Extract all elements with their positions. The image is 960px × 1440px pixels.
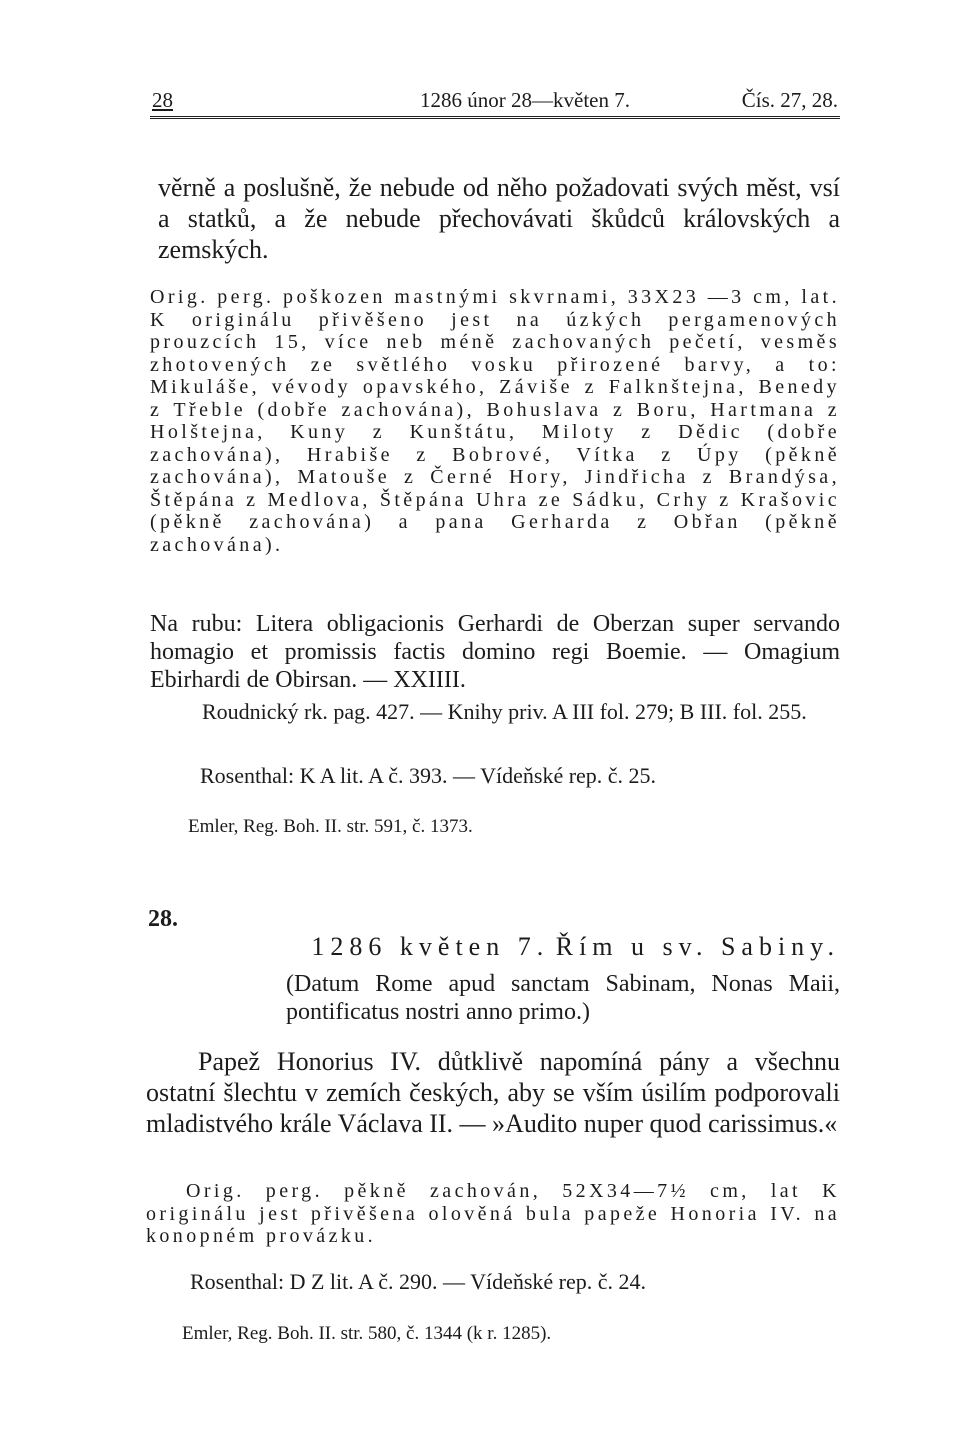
doc27-verso-note: Na rubu: Litera obligacionis Gerhardi de Oberzan super servando homagio et promissis factis domino regi Boemie. — Omagium Ebirhardi de Obirsan. — XXIIII. bbox=[150, 611, 840, 693]
doc27-description: Orig. perg. poškozen mastnými skvrnami, 33X23 —3 cm, lat. K originálu přivěšeno jest na úzkých pergamenových prouzcích 15, více neb méně zachovaných pečetí, vesměs zhotovených ze světlého vosku přirozené barvy, a to: Mikuláše, vévody opavského, Záviše z Falknštejna, Benedy z Třeble (dobře zachována), Bohuslava z Boru, Hartmana z Holštejna, Kuny z Kunštátu, Miloty z Dědic (dobře zachována), Hrabiše z Bobrové, Vítka z Úpy (pěkně zachována), Matouše z Černé Hory, Jindřicha z Brandýsa, Štěpána z Medlova, Štěpána Uhra ze Sádku, Crhy z Krašovic (pěkně zachována) a pana Gerharda z Obřan (pěkně zachována). bbox=[150, 286, 840, 556]
doc27-ref-rosenthal: Rosenthal: K A lit. A č. 393. — Vídeňské rep. č. 25. bbox=[200, 763, 657, 788]
header-document-numbers: Čís. 27, 28. bbox=[741, 88, 838, 112]
doc28-datum: (Datum Rome apud sanctam Sabinam, Nonas Maii, pontificatus nostri anno primo.) bbox=[286, 971, 840, 1025]
doc28-dateline bbox=[300, 932, 840, 962]
doc28-ref-emler: Emler, Reg. Boh. II. str. 580, č. 1344 (k r. 1285). bbox=[182, 1323, 552, 1344]
running-header bbox=[150, 82, 840, 119]
header-date-range: 1286 únor 28—květen 7. bbox=[420, 88, 630, 112]
doc28-number: 28. bbox=[148, 906, 178, 932]
doc27-text-end: věrně a poslušně, že nebude od něho požadovati svých měst, vsí a statků, a že nebude přechovávati škůdců královských a zemských. bbox=[158, 173, 840, 264]
page-number: 28 bbox=[152, 88, 173, 112]
doc28-summary: Papež Honorius IV. důtklivě napomíná pány a všechnu ostatní šlechtu v zemích českých, aby se vším úsilím podporovali mladistvého krále Václava II. — »Audito nuper quod carissimus.« bbox=[146, 1047, 840, 1138]
doc28-date: 1286 květen 7. bbox=[311, 932, 550, 961]
doc28-ref-rosenthal: Rosenthal: D Z lit. A č. 290. — Vídeňské rep. č. 24. bbox=[190, 1269, 647, 1294]
doc28-place: Řím u sv. Sabiny. bbox=[555, 932, 840, 961]
doc27-ref-roudnice: Roudnický rk. pag. 427. — Knihy priv. A III fol. 279; B III. fol. 255. bbox=[202, 699, 807, 724]
doc28-description: Orig. perg. pěkně zachován, 52X34—7½ cm, lat K originálu jest přivěšena olověná bula papeže Honoria IV. na konopném provázku. bbox=[146, 1180, 840, 1247]
doc27-ref-emler: Emler, Reg. Boh. II. str. 591, č. 1373. bbox=[188, 816, 473, 837]
